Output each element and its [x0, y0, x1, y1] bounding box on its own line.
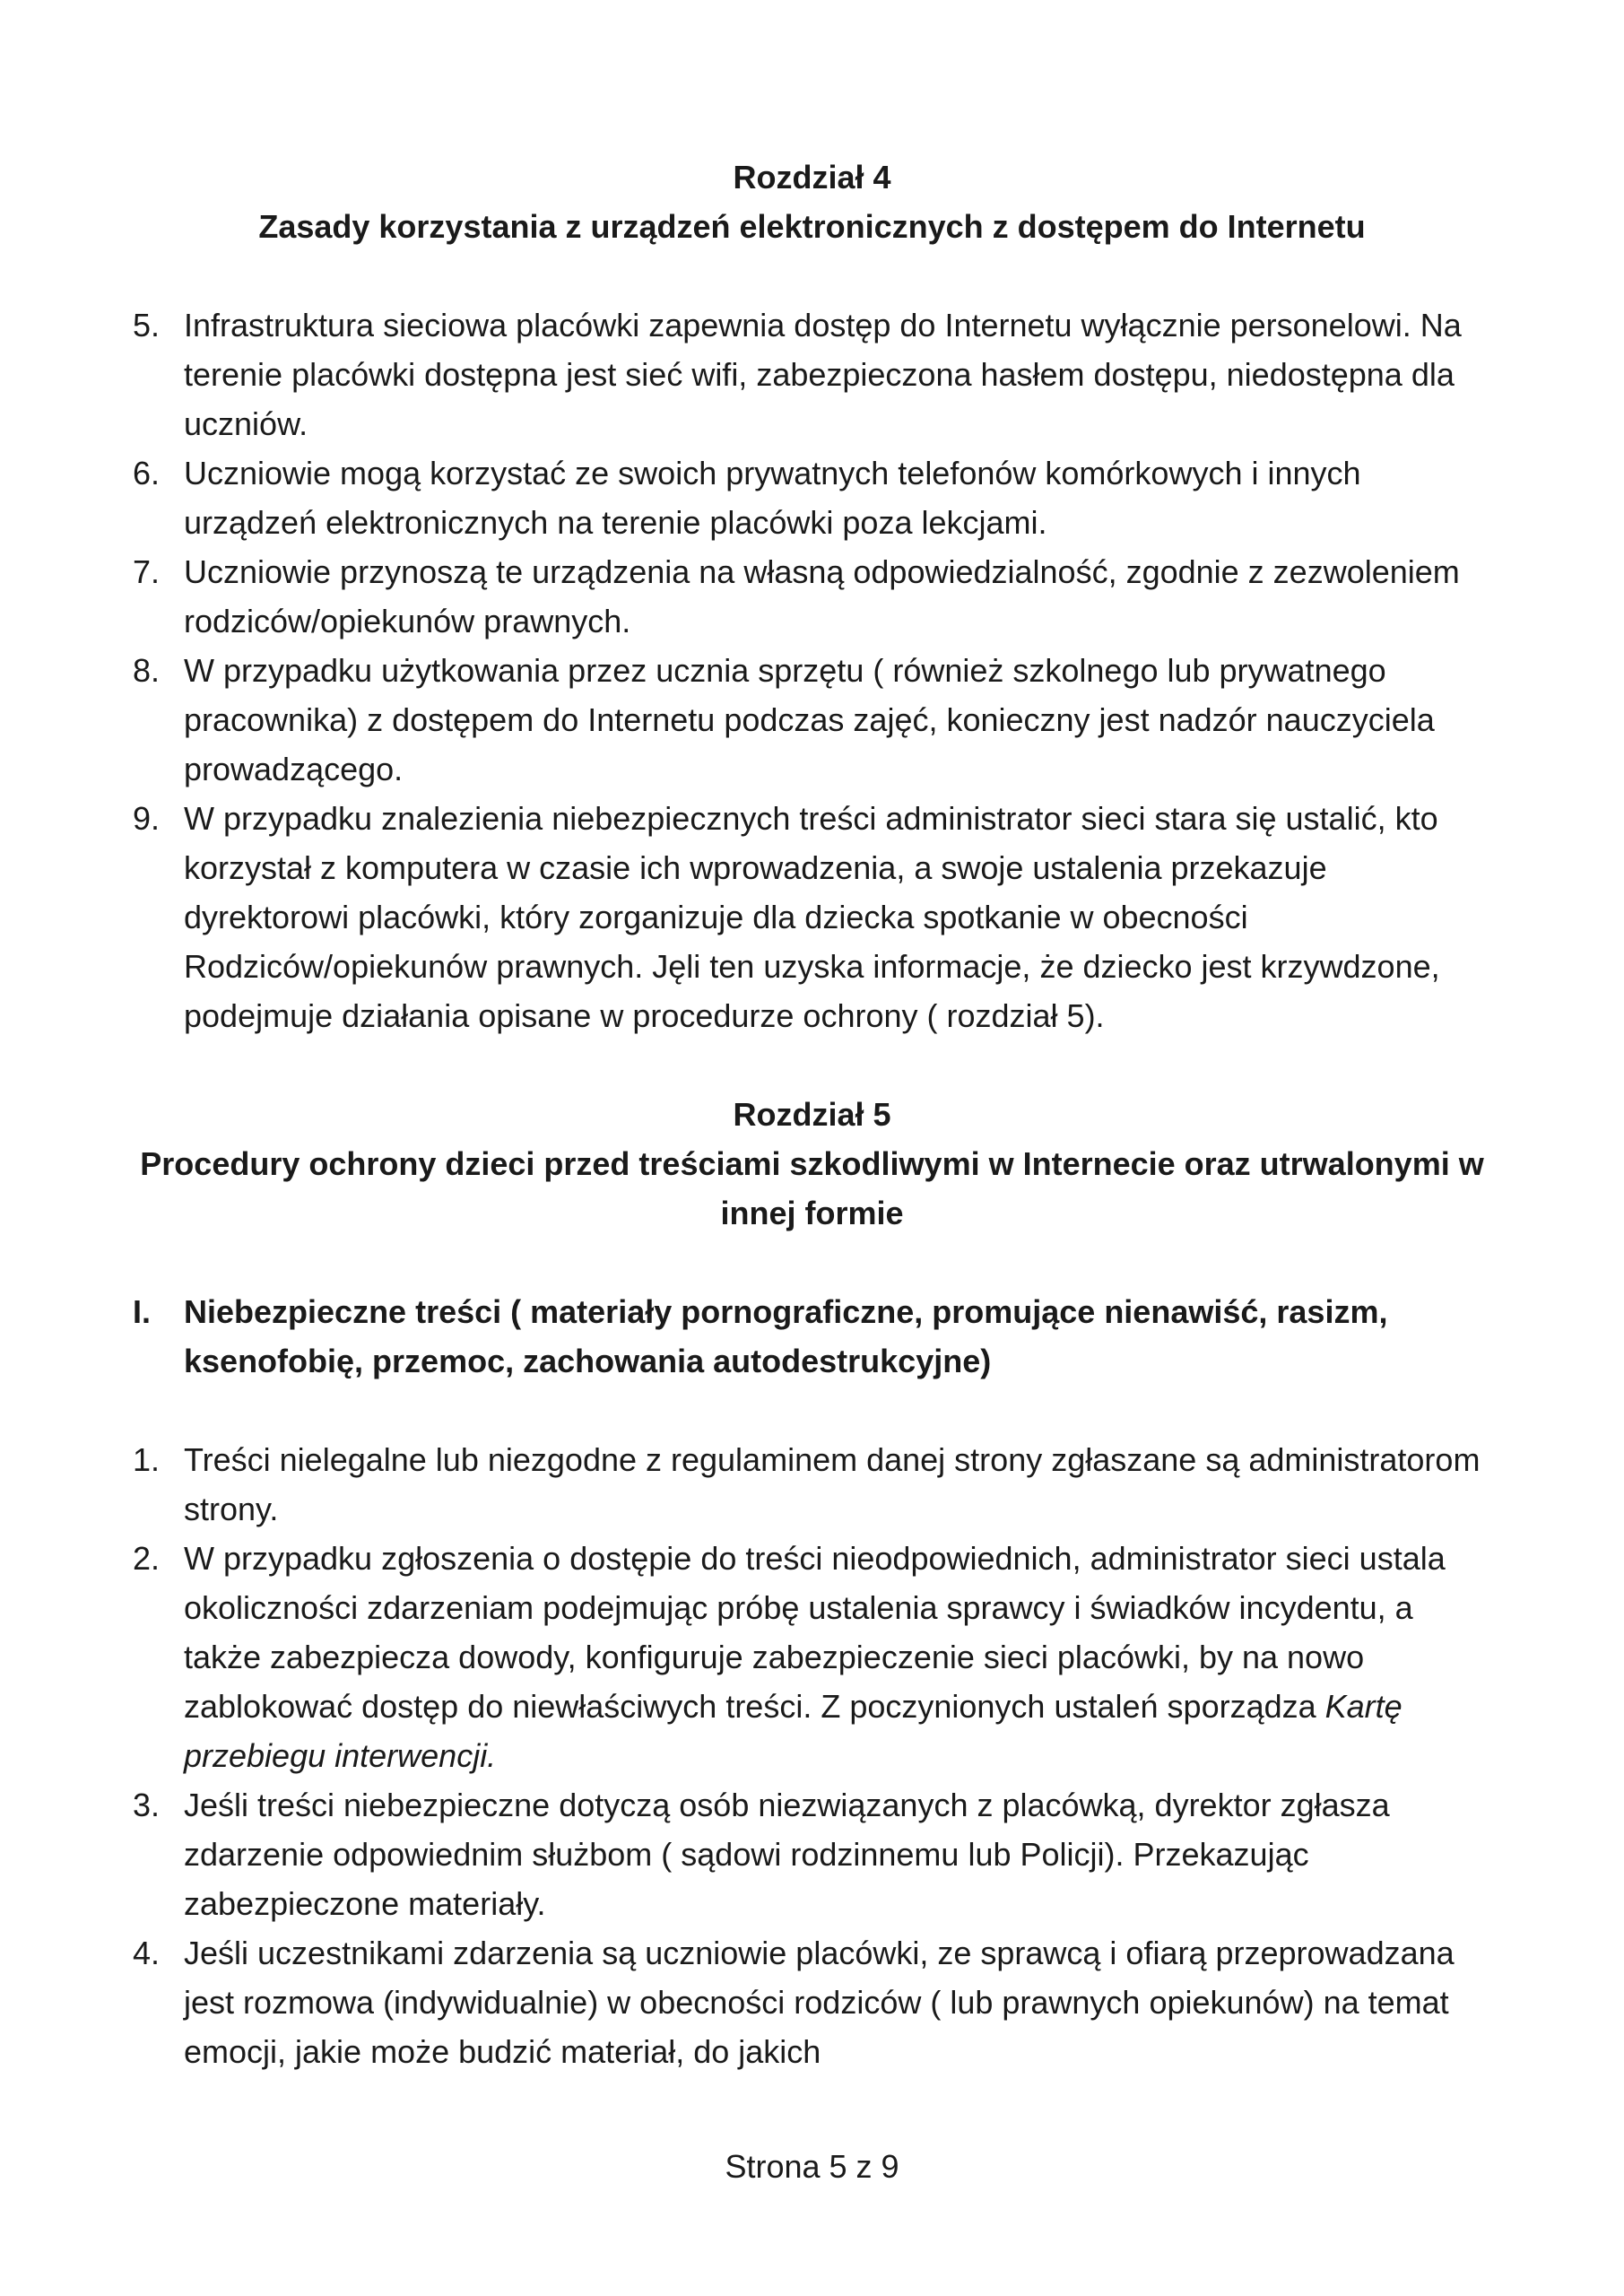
chapter5-list — [131, 1435, 1493, 2076]
list-item-text: W przypadku znalezienia niebezpiecznych treści administrator sieci stara się ustalić, kto korzystał z komputera w czasie ich wprowadzenia, a swoje ustalenia przekazuje dyrektorowi placówki, który zorganizuje dla dziecka spotkanie w obecności Rodziców/opiekunów prawnych. Jęli ten uzyska informacje, że dziecko jest krzywdzone, podejmuje działania opisane w procedurze ochrony ( rozdział 5). — [184, 800, 1440, 1034]
page-number-footer: Strona 5 z 9 — [725, 2148, 899, 2185]
list-item-number: 8. — [133, 652, 161, 689]
list-item-text: Jeśli uczestnikami zdarzenia są uczniowie placówki, ze sprawcą i ofiarą przeprowadzana jest rozmowa (indywidualnie) w obecności rodziców ( lub prawnych opiekunów) na temat emocji, jakie może budzić materiał, do jakich — [184, 1935, 1455, 2070]
list-item-number: 4. — [133, 1935, 161, 1971]
list-item-text: Treści nielegalne lub niezgodne z regulaminem danej strony zgłaszane są administratorom strony. — [184, 1441, 1481, 1527]
list-item-text: W przypadku użytkowania przez ucznia sprzętu ( również szkolnego lub prywatnego pracownika) z dostępem do Internetu podczas zajęć, konieczny jest nadzór nauczyciela prowadzącego. — [184, 652, 1435, 787]
list-item-text: Uczniowie przynoszą te urządzenia na własną odpowiedzialność, zgodnie z zezwoleniem rodziców/opiekunów prawnych. — [184, 553, 1460, 639]
chapter5-subtitle: Procedury ochrony dzieci przed treściami szkodliwymi w Internecie oraz utrwalonymi w innej formie — [140, 1145, 1484, 1231]
list-item — [131, 1435, 1493, 1534]
list-item — [131, 1928, 1493, 2076]
list-item-number: 1. — [133, 1441, 161, 1478]
section-I-heading — [131, 1287, 1493, 1386]
list-item — [131, 300, 1493, 448]
list-item-number: 6. — [133, 455, 161, 491]
list-item-number: 7. — [133, 553, 161, 590]
chapter4-title: Rozdział 4 — [733, 159, 891, 196]
list-item-text: Jeśli treści niebezpieczne dotyczą osób niezwiązanych z placówką, dyrektor zgłasza zdarzenie odpowiednim służbom ( sądowi rodzinnemu lub Policji). Przekazując zabezpieczone materiały. — [184, 1787, 1390, 1922]
list-item-text: W przypadku zgłoszenia o dostępie do treści nieodpowiednich, administrator sieci ustala okoliczności zdarzeniam podejmując próbę ustalenia sprawcy i świadków incydentu, a także zabezpiecza dowody, konfiguruje zabezpieczenie sieci placówki, by na nowo zablokować dostęp do niewłaściwych treści. Z poczynionych ustaleń sporządza Kartę przebiegu interwencji. — [184, 1540, 1446, 1774]
list-item — [131, 1780, 1493, 1928]
list-item — [131, 794, 1493, 1040]
section-I-text: Niebezpieczne treści ( materiały pornograficzne, promujące nienawiść, rasizm, ksenofobię, przemoc, zachowania autodestrukcyjne) — [184, 1293, 1388, 1379]
chapter5-heading-block — [131, 1090, 1493, 1238]
list-item-text: Infrastruktura sieciowa placówki zapewnia dostęp do Internetu wyłącznie personelowi. Na terenie placówki dostępna jest sieć wifi, zabezpieczona hasłem dostępu, niedostępna dla uczniów. — [184, 307, 1462, 442]
list-item-number: 2. — [133, 1540, 161, 1577]
list-item-number: 9. — [133, 800, 161, 837]
chapter5-title: Rozdział 5 — [733, 1096, 891, 1133]
list-item — [131, 547, 1493, 646]
list-item-number: 5. — [133, 307, 161, 344]
list-item — [131, 646, 1493, 794]
section-I-number: I. — [133, 1293, 152, 1330]
list-item-number: 3. — [133, 1787, 161, 1823]
list-item-text: Uczniowie mogą korzystać ze swoich prywatnych telefonów komórkowych i innych urządzeń elektronicznych na terenie placówki poza lekcjami. — [184, 455, 1361, 541]
list-item — [131, 448, 1493, 547]
chapter4-list — [131, 300, 1493, 1040]
list-item — [131, 1534, 1493, 1780]
chapter4-subtitle: Zasady korzystania z urządzeń elektronicznych z dostępem do Internetu — [258, 208, 1366, 245]
